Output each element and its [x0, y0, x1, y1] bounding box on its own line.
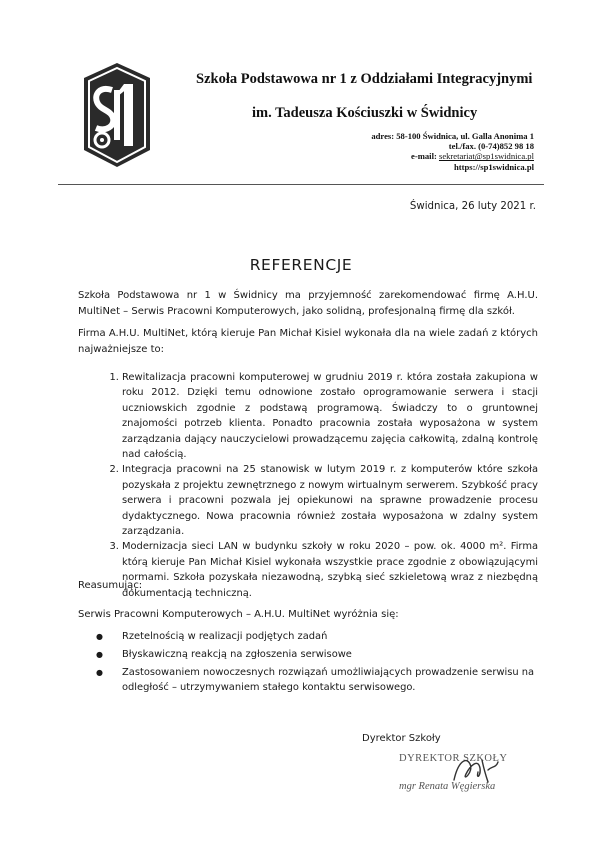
trait-item: ● Zastosowaniem nowoczesnych rozwiązań umożliwiających prowadzenie serwisu na odległość – utrzymywaniem stałego kontaktu serwisowego.: [122, 665, 538, 696]
handwritten-signature: [448, 752, 504, 788]
trait-item: ● Błyskawiczną reakcją na zgłoszenia serwisowe: [122, 647, 538, 662]
stamp-name: mgr Renata Węgierska: [399, 781, 496, 792]
stamp-title: DYREKTOR SZKOŁY: [399, 753, 508, 764]
summary-label: Reasumując:: [78, 580, 143, 591]
header-divider: [58, 184, 544, 185]
phone-line: tel./fax. (0-74)852 98 18: [448, 141, 534, 152]
traits-list: [78, 629, 538, 698]
task-item: 3. Modernizacja sieci LAN w budynku szkoły w roku 2020 – pow. ok. 4000 m². Firma którą kieruje Pan Michał Kisiel wykonała wszystkie prace zgodnie z obowiązującymi normami. Szkoła pozyskała niezawodną, szybką sieć szkieletową wraz z niezbędną dokumentacją techniczną.: [122, 539, 538, 601]
letter-date: Świdnica, 26 luty 2021 r.: [409, 201, 536, 212]
task-item: 2. Integracja pracowni na 25 stanowisk w lutym 2019 r. z komputerów które szkoła pozyskała z projektu zewnętrznego z nowym wirtualnym serwerem. Szybkość pracy serwera i pracowni pozwala jej opiekunowi na sprawne prowadzenie procesu dydaktycznego. Nowa pracownia również została wyposażona w zdalny system zarządzania.: [122, 462, 538, 539]
intro-paragraph: Szkoła Podstawowa nr 1 w Świdnicy ma przyjemność zarekomendować firmę A.H.U. MultiNet – Serwis Pracowni Komputerowych, jako solidną, profesjonalną firmę dla szkół.: [78, 290, 538, 317]
address-line: adres: 58-100 Świdnica, ul. Galla Anonima 1: [371, 131, 534, 141]
trait-item: ● Rzetelnością w realizacji podjętych zadań: [122, 629, 538, 644]
email-label: e-mail:: [411, 151, 439, 162]
email-link[interactable]: sekretariat@sp1swidnica.pl: [438, 151, 534, 162]
tasks-intro-paragraph: Firma A.H.U. MultiNet, którą kieruje Pan Michał Kisiel wykonała dla na wiele zadań z których najważniejsze to:: [78, 328, 538, 355]
summary-intro: Serwis Pracowni Komputerowych – A.H.U. MultiNet wyróżnia się:: [78, 609, 399, 620]
school-name: Szkoła Podstawowa nr 1 z Oddziałami Integracyjnymi: [196, 71, 533, 87]
task-item: 1. Rewitalizacja pracowni komputerowej w grudniu 2019 r. która została zakupiona w roku 2012. Dzięki temu odnowione zostało oprogramowanie serwera i stacji uczniowskich zgodnie z podstawą programową. Świadczy to o gruntownej znajomości potrzeb klienta. Ponadto pracownia została wyposażona w system zarządzania dający nauczycielowi prowadzącemu zajęcia całkowitą, zdalną kontrolę nad całością.: [122, 370, 538, 462]
letter-title: REFERENCJE: [249, 256, 353, 274]
contact-block: [371, 131, 534, 172]
tasks-list: [78, 370, 538, 601]
school-logo: [78, 60, 156, 170]
website-link[interactable]: https://sp1swidnica.pl: [454, 161, 534, 172]
school-patron: im. Tadeusza Kościuszki w Świdnicy: [252, 105, 478, 121]
email-line: [371, 151, 534, 161]
director-title: Dyrektor Szkoły: [362, 733, 441, 744]
